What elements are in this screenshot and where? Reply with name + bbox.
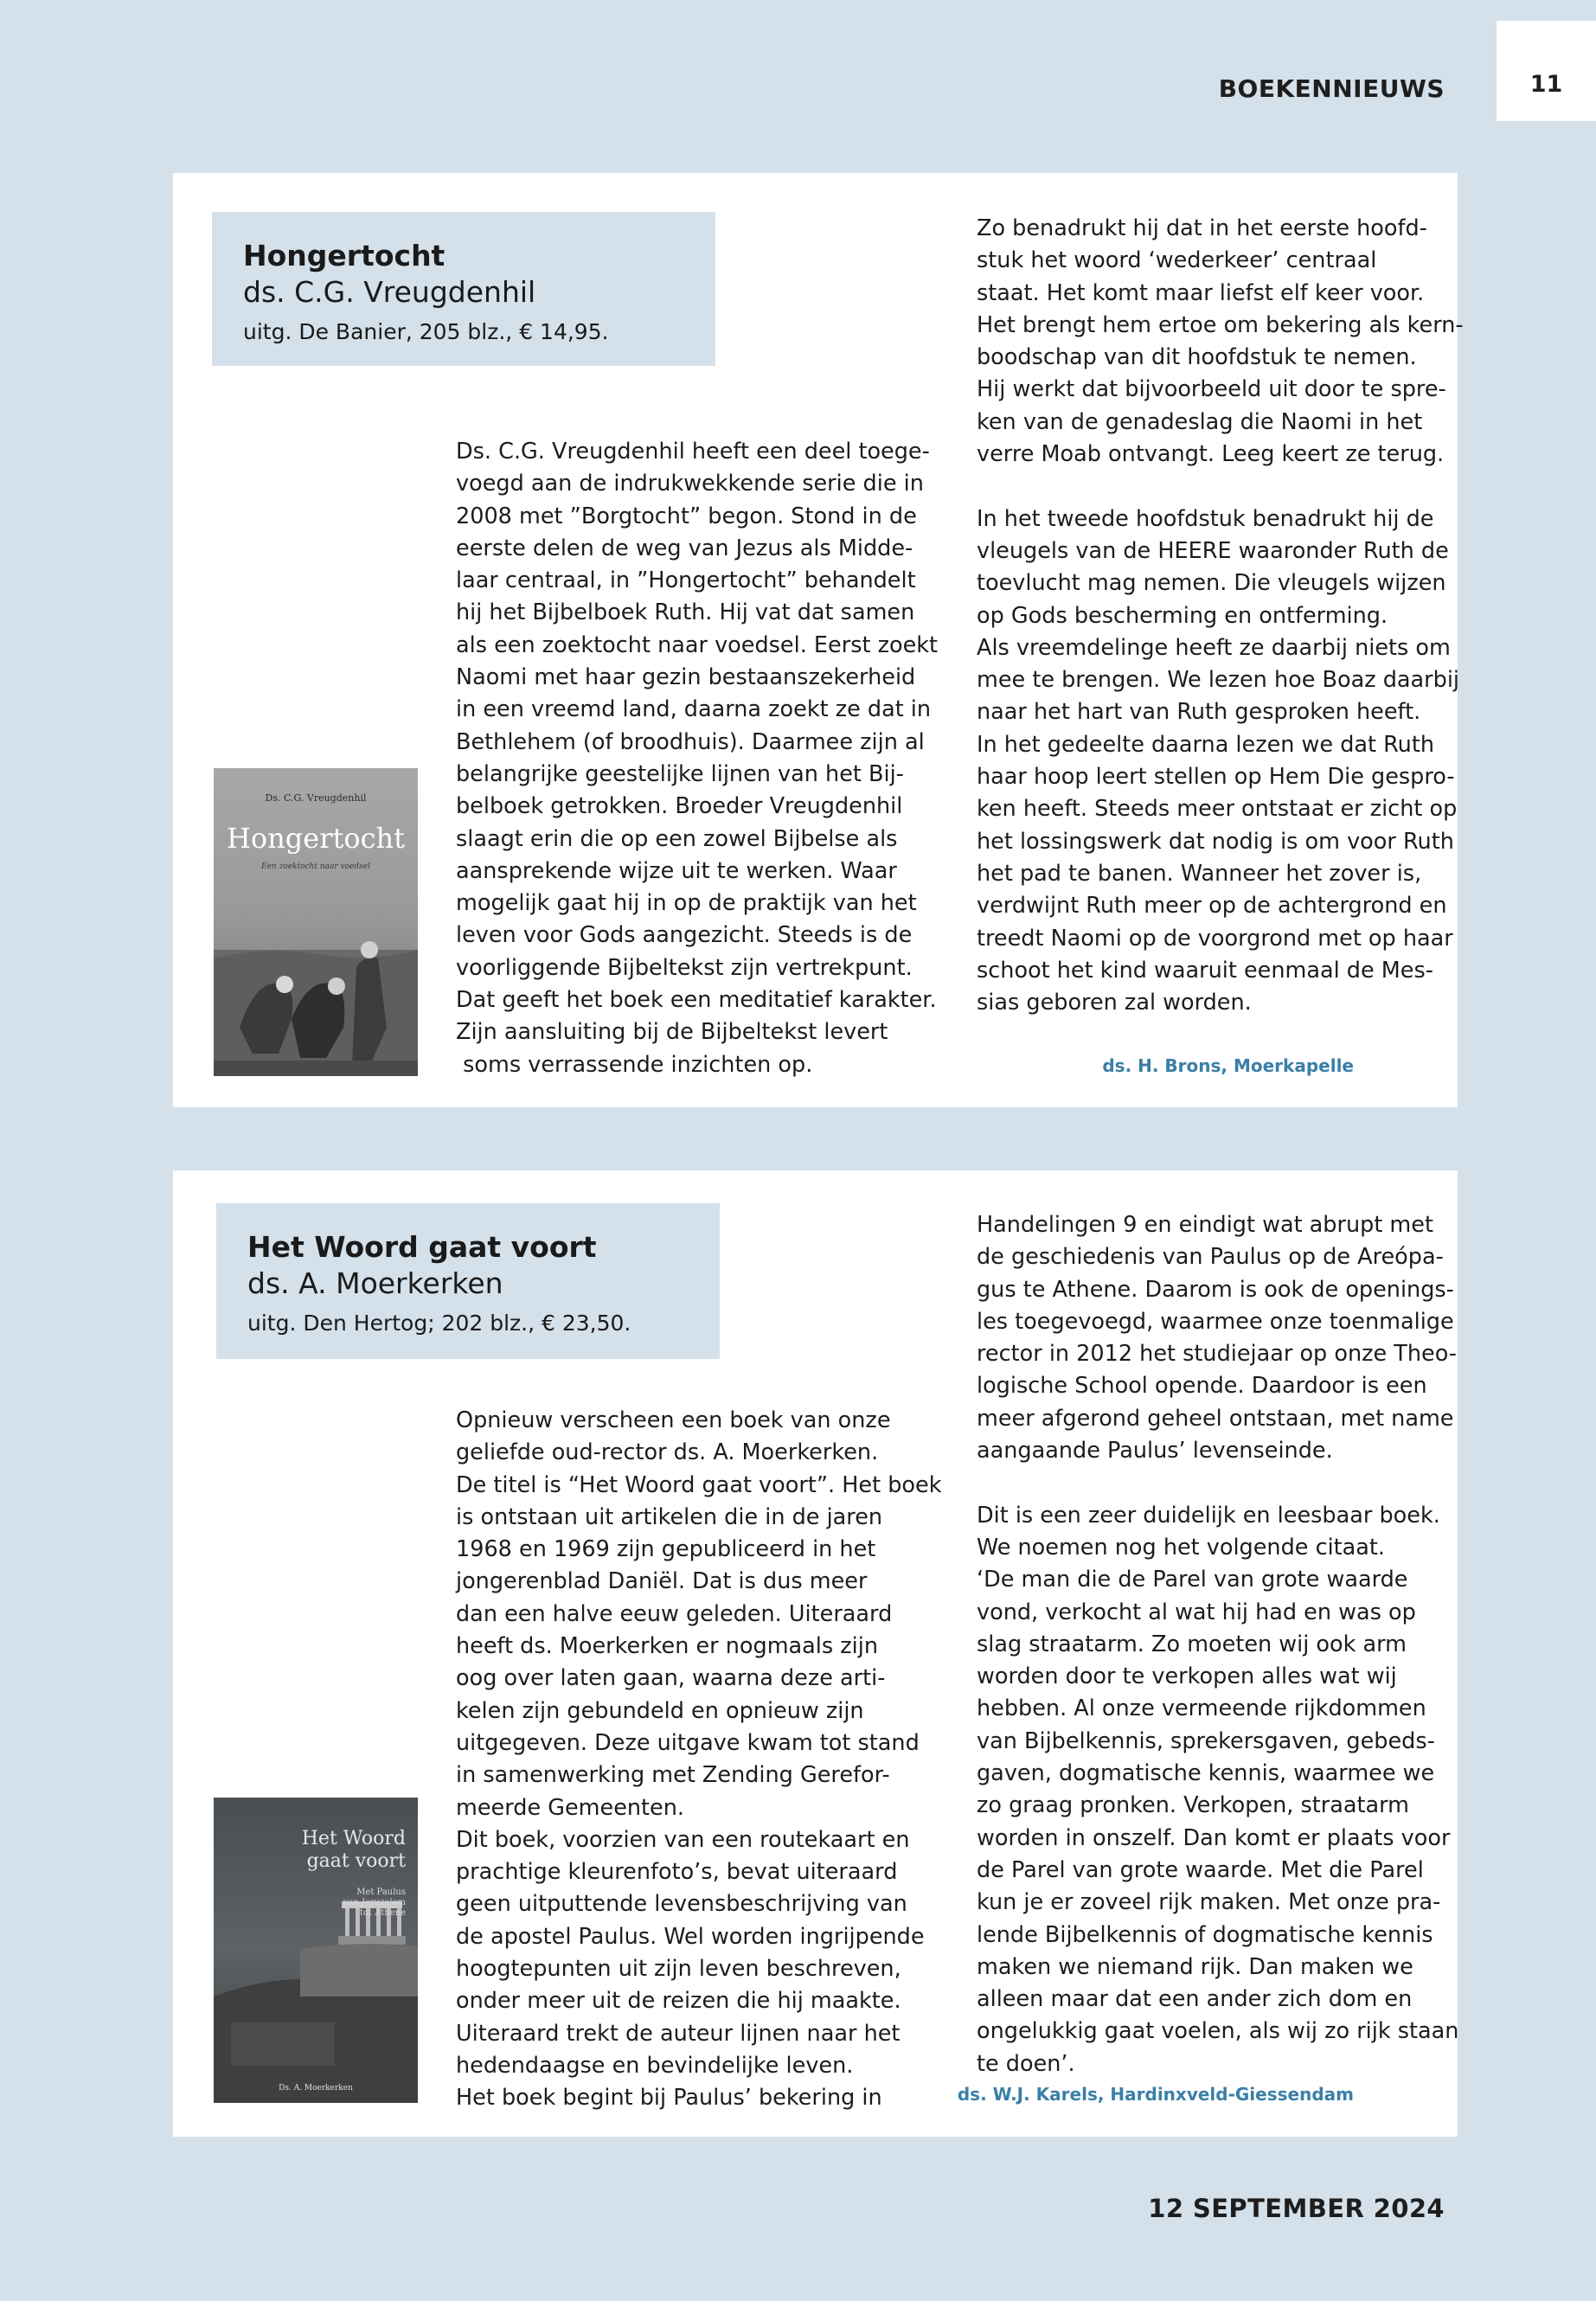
body-text-line: jongerenblad Daniël. Dat is dus meer (456, 1568, 868, 1595)
cover-author: Ds. A. Moerkerken (279, 2084, 353, 2093)
body-text-line: gus te Athene. Daarom is ook de openings- (977, 1276, 1454, 1303)
body-text-line: hij het Bijbelboek Ruth. Hij vat dat samen (456, 599, 915, 626)
cover-subtitle-line-1: Met Paulus (356, 1888, 406, 1897)
body-text-line: uitgegeven. Deze uitgave kwam tot stand (456, 1729, 920, 1756)
body-text-line: het pad te banen. Wanneer het zover is, (977, 860, 1422, 887)
body-text-line: zo graag pronken. Verkopen, straatarm (977, 1792, 1409, 1819)
body-text-line: ken heeft. Steeds meer ontstaat er zicht op (977, 796, 1458, 823)
body-text-line: geliefde oud-rector ds. A. Moerkerken. (456, 1439, 879, 1466)
body-text-line: ken van de genadeslag die Naomi in het (977, 408, 1423, 435)
body-text-line: kun je er zoveel rijk maken. Met onze pra- (977, 1889, 1441, 1916)
body-text-line: hedendaagse en bevindelijke leven. (456, 2052, 854, 2079)
body-text-line: als een zoektocht naar voedsel. Eerst zoekt (456, 631, 939, 658)
body-text-line: oog over laten gaan, waarna deze arti- (456, 1665, 886, 1692)
page-number: 11 (1529, 71, 1563, 98)
body-text-line: logische School opende. Daardoor is een (977, 1373, 1427, 1400)
review-column-right (977, 1209, 1458, 2080)
body-text-line: te doen’. (977, 2050, 1075, 2077)
body-text-line: meerde Gemeenten. (456, 1794, 685, 1821)
body-text-line: gaven, dogmatische kennis, waarmee we (977, 1760, 1435, 1787)
body-text-line: treedt Naomi op de voorgrond met op haar (977, 925, 1453, 952)
body-text-line: hoogtepunten uit zijn leven beschreven, (456, 1956, 901, 1983)
body-text-line: ongelukkig gaat voelen, als wij zo rijk staan (977, 2018, 1459, 2045)
body-text-line: is ontstaan uit artikelen die in de jaren (456, 1503, 883, 1530)
cover-title: Hongertocht (226, 822, 406, 855)
review-column-left (456, 1405, 941, 2115)
cover-author: Ds. C.G. Vreugdenhil (265, 792, 367, 804)
body-text-line: Dat geeft het boek een meditatief karakter. (456, 987, 937, 1014)
body-text-line: hebben. Al onze vermeende rijkdommen (977, 1695, 1426, 1722)
body-text-line: heeft ds. Moerkerken er nogmaals zijn (456, 1633, 878, 1660)
body-text-line: aangaande Paulus’ levenseinde. (977, 1438, 1333, 1465)
body-text-line: verdwijnt Ruth meer op de achtergrond en (977, 893, 1447, 920)
body-text-line: Opnieuw verscheen een boek van onze (456, 1407, 891, 1433)
body-text-line: sias geboren zal worden. (977, 990, 1252, 1016)
body-text-line: Dit boek, voorzien van een routekaart en (456, 1826, 910, 1853)
body-text-line: Dit is een zeer duidelijk en leesbaar boek. (977, 1502, 1440, 1529)
review-card (173, 173, 1464, 1107)
body-text-line: les toegevoegd, waarmee onze toenmalige (977, 1308, 1454, 1335)
body-text-line: Hij werkt dat bijvoorbeeld uit door te spre- (977, 376, 1446, 403)
body-text-line: Het boek begint bij Paulus’ bekering in (456, 2085, 882, 2112)
body-text-line: staat. Het komt maar liefst elf keer voor. (977, 279, 1425, 306)
body-text-line: lende Bijbelkennis of dogmatische kennis (977, 1921, 1433, 1948)
issue-date: 12 SEPTEMBER 2024 (1148, 2194, 1445, 2223)
review-signature: ds. W.J. Karels, Hardinxveld-Giessendam (957, 2084, 1354, 2105)
cover-subtitle-line-3: tot Athene (359, 1908, 406, 1918)
body-text-line: op Gods bescherming en ontferming. (977, 602, 1388, 629)
body-text-line: haar hoop leert stellen op Hem Die gespro- (977, 764, 1455, 791)
body-text-line: dan een halve eeuw geleden. Uiteraard (456, 1600, 893, 1627)
book-title: Hongertocht (243, 239, 445, 272)
body-text-line: slag straatarm. Zo moeten wij ook arm (977, 1631, 1407, 1657)
body-text-line: de Parel van grote waarde. Met die Parel (977, 1856, 1424, 1883)
book-title: Het Woord gaat voort (247, 1230, 597, 1264)
body-text-line: ‘De man die de Parel van grote waarde (977, 1567, 1408, 1593)
section-header: BOEKENNIEUWS (1218, 74, 1445, 103)
body-text-line: in een vreemd land, daarna zoekt ze dat in (456, 696, 932, 723)
body-text-line: vond, verkocht al wat hij had en was op (977, 1599, 1416, 1625)
body-text-line: Zo benadrukt hij dat in het eerste hoofd- (977, 215, 1427, 241)
body-text-line: Als vreemdelinge heeft ze daarbij niets om (977, 634, 1451, 661)
body-text-line: Ds. C.G. Vreugdenhil heeft een deel toege- (456, 439, 930, 465)
cover-title-line-2: gaat voort (306, 1850, 406, 1872)
body-text-line: naar het hart van Ruth gesproken heeft. (977, 699, 1421, 726)
body-text-line: onder meer uit de reizen die hij maakte. (456, 1988, 901, 2015)
body-text-line: worden in onszelf. Dan komt er plaats voor (977, 1824, 1451, 1851)
body-text-line: Uiteraard trekt de auteur lijnen naar het (456, 2020, 901, 2047)
cover-subtitle-line-2: van Jeruzalem (343, 1898, 406, 1907)
cover-subtitle: Een zoektocht naar voedsel (261, 862, 370, 871)
body-text-line: laar centraal, in ”Hongertocht” behandelt (456, 567, 916, 594)
body-text-line: Naomi met haar gezin bestaanszekerheid (456, 664, 916, 691)
cover-title-line-1: Het Woord (301, 1828, 406, 1849)
body-text-line: in samenwerking met Zending Gerefor- (456, 1762, 890, 1789)
book-author: ds. A. Moerkerken (247, 1266, 503, 1300)
review-column-right (977, 213, 1464, 1019)
book-cover-image (214, 1798, 418, 2103)
body-text-line: soms verrassende inzichten op. (456, 1051, 813, 1078)
body-text-line: kelen zijn gebundeld en opnieuw zijn (456, 1697, 864, 1724)
body-text-line: 2008 met ”Borgtocht” begon. Stond in de (456, 503, 917, 529)
body-text-line: Het brengt hem ertoe om bekering als kern- (977, 311, 1464, 338)
review-signature: ds. H. Brons, Moerkapelle (1102, 1055, 1354, 1076)
body-text-line: meer afgerond geheel ontstaan, met name (977, 1405, 1454, 1432)
book-cover-image (214, 768, 418, 1076)
book-info-box (216, 1203, 720, 1359)
body-text-line: rector in 2012 het studiejaar op onze Theo- (977, 1341, 1457, 1368)
body-text-line: 1968 en 1969 zijn gepubliceerd in het (456, 1536, 876, 1563)
body-text-line: boodschap van dit hoofdstuk te nemen. (977, 344, 1417, 371)
body-text-line: prachtige kleurenfoto’s, bevat uiteraard (456, 1859, 898, 1886)
body-text-line: worden door te verkopen alles wat wij (977, 1663, 1397, 1690)
body-text-line: verre Moab ontvangt. Leeg keert ze terug. (977, 441, 1445, 468)
body-text-line: vleugels van de HEERE waaronder Ruth de (977, 537, 1449, 564)
body-text-line: In het tweede hoofdstuk benadrukt hij de (977, 505, 1434, 532)
body-text-line: mogelijk gaat hij in op de praktijk van het (456, 890, 917, 917)
body-text-line: belboek getrokken. Broeder Vreugdenhil (456, 793, 903, 820)
book-author: ds. C.G. Vreugdenhil (243, 275, 536, 309)
body-text-line: Zijn aansluiting bij de Bijbeltekst levert (456, 1019, 888, 1046)
body-text-line: aansprekende wijze uit te werken. Waar (456, 857, 897, 884)
body-text-line: van Bijbelkennis, sprekersgaven, gebeds- (977, 1727, 1435, 1754)
body-text-line: We noemen nog het volgende citaat. (977, 1534, 1386, 1561)
body-text-line: toevlucht mag nemen. Die vleugels wijzen (977, 570, 1446, 597)
body-text-line: schoot het kind waaruit eenmaal de Mes- (977, 957, 1433, 984)
body-text-line: Bethlehem (of broodhuis). Daarmee zijn al (456, 728, 925, 755)
body-text-line: maken we niemand rijk. Dan maken we (977, 1953, 1413, 1980)
body-text-line: eerste delen de weg van Jezus als Midde- (456, 535, 913, 561)
body-text-line: alleen maar dat een ander zich dom en (977, 1986, 1413, 2013)
book-info-box (212, 212, 715, 366)
body-text-line: geen uitputtende levensbeschrijving van (456, 1891, 907, 1918)
body-text-line: voegd aan de indrukwekkende serie die in (456, 471, 924, 497)
body-text-line: de geschiedenis van Paulus op de Areópa- (977, 1244, 1444, 1271)
body-text-line: Handelingen 9 en eindigt wat abrupt met (977, 1212, 1433, 1238)
body-text-line: belangrijke geestelijke lijnen van het Bij- (456, 760, 904, 787)
body-text-line: mee te brengen. We lezen hoe Boaz daarbij (977, 667, 1459, 694)
body-text-line: De titel is “Het Woord gaat voort”. Het boek (456, 1471, 942, 1498)
body-text-line: In het gedeelte daarna lezen we dat Ruth (977, 731, 1435, 758)
review-column-left (456, 436, 938, 1081)
body-text-line: leven voor Gods aangezicht. Steeds is de (456, 922, 913, 949)
body-text-line: het lossingswerk dat nodig is om voor Ruth (977, 828, 1454, 855)
book-publisher-info: uitg. De Banier, 205 blz., € 14,95. (243, 319, 609, 344)
body-text-line: voorliggende Bijbeltekst zijn vertrekpunt. (456, 954, 913, 981)
body-text-line: slaagt erin die op een zowel Bijbelse als (456, 825, 898, 852)
review-card (173, 1170, 1458, 2137)
book-publisher-info: uitg. Den Hertog; 202 blz., € 23,50. (247, 1311, 631, 1336)
body-text-line: de apostel Paulus. Wel worden ingrijpende (456, 1923, 925, 1950)
body-text-line: stuk het woord ‘wederkeer’ centraal (977, 247, 1377, 274)
